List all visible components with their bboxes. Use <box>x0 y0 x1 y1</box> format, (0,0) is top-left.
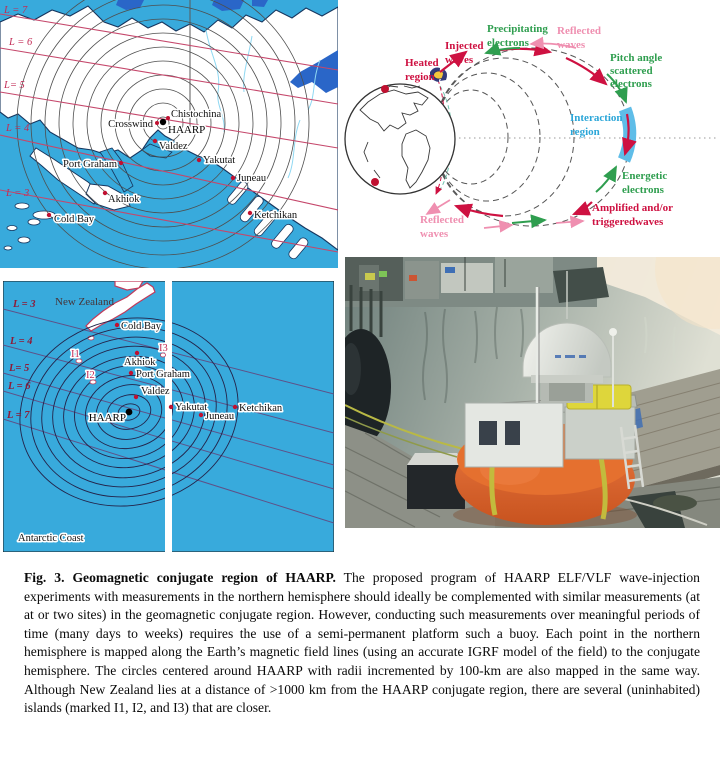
equipment-window <box>479 421 497 445</box>
earth-globe <box>345 84 455 194</box>
l-shell-label: L = 4 <box>10 336 33 347</box>
site-label-haarp: HAARP <box>168 124 206 136</box>
l-shell-label: L = 3 <box>6 188 30 199</box>
site-label-akhiok: Akhiok <box>108 194 140 205</box>
caption-heading: Fig. 3. Geomagnetic conjugate region of HAARP. <box>24 570 336 585</box>
site-label-valdez: Valdez <box>159 141 188 152</box>
caption-body: The proposed program of HAARP ELF/VLF wave-injection experiments with measurements in the northern hemisphere should ideally be complemented with similar measurements (at at or two sites) in the geomagnetic conjugate region. However, conducting such measurements over meaningful periods of time (many days to weeks) requires the use of a semi-permanent platform such a buoy. Each point in the northern hemisphere is mapped along the Earth’s magnetic field lines (using an accurate IGRF model of the field) to the conjugate hemisphere. The circles centered around HAARP with radii incremented by 100-km are also mapped in the same way. Although New Zealand lies at a distance of >1000 km from the HAARP conjugate region, there are several (uninhabited) islands (marked I1, I2, and I3) that are closer. <box>24 570 700 716</box>
label-interaction-region: Interaction region <box>570 112 623 138</box>
label-pitch-angle-scattered: Pitch angle scattered electrons <box>610 52 663 90</box>
l-shell-label: L= 5 <box>9 363 30 374</box>
label-energetic-electrons: Energetic electrons <box>622 170 668 196</box>
site-label-ketchikan: Ketchikan <box>239 403 283 414</box>
l-shell-label: L = 7 <box>4 5 28 16</box>
site-label-valdez: Valdez <box>141 386 170 397</box>
haarp-dot <box>160 119 166 125</box>
label-injected-waves: Injected waves <box>445 40 484 66</box>
label-reflected-waves-bottom: Reflected waves <box>420 214 464 240</box>
site-label-juneau: Juneau <box>205 411 235 422</box>
site-label-haarp: HAARP <box>88 412 126 424</box>
site-label-port-graham: Port Graham <box>136 369 190 380</box>
meridian-stripe <box>165 281 172 552</box>
label-new-zealand: New Zealand <box>55 296 114 308</box>
site-label-port-graham: Port Graham <box>63 159 117 170</box>
site-label-cold-bay: Cold Bay <box>54 214 94 225</box>
island-label-i1: I1 <box>71 349 80 360</box>
l-shell-label: L = 6 <box>9 37 33 48</box>
site-label-juneau: Juneau <box>237 173 267 184</box>
figure-caption <box>24 569 700 718</box>
l-shell-label: L = 3 <box>13 299 36 310</box>
haarp-conjugate-dot <box>126 409 133 416</box>
buoy-photo <box>345 257 720 528</box>
island-label-i2: I2 <box>86 370 95 381</box>
site-label-chistochina: Chistochina <box>171 109 222 120</box>
site-label-crosswind: Crosswind <box>108 119 153 130</box>
site-label-yakutat: Yakutat <box>175 402 208 413</box>
site-label-ketchikan: Ketchikan <box>254 210 298 221</box>
alaska-map <box>0 0 338 268</box>
l-shell-label: L = 6 <box>8 381 31 392</box>
l-shell-label: L= 5 <box>4 80 25 91</box>
conjugate-map <box>3 281 334 552</box>
label-reflected-waves-top: Reflected waves <box>557 25 601 51</box>
radome-logo <box>555 355 586 358</box>
site-label-yakutat: Yakutat <box>203 155 236 166</box>
equipment-window <box>505 421 520 445</box>
site-label-cold-bay: Cold Bay <box>121 321 161 332</box>
label-antarctic-coast: Antarctic Coast <box>18 533 84 544</box>
label-heated-region: Heated region <box>405 57 439 83</box>
label-precipitating-electrons: Precipitating electrons <box>487 23 548 49</box>
fieldline-diagram <box>344 2 724 250</box>
haarp-point <box>381 85 389 93</box>
island-label-i3: I3 <box>159 343 168 354</box>
l-shell-label: L = 4 <box>6 123 30 134</box>
site-label-akhiok: Akhiok <box>124 357 156 368</box>
label-amplified-triggered: Amplified and/or triggeredwaves <box>592 202 673 228</box>
conjugate-point <box>371 178 379 186</box>
l-shell-label: L = 7 <box>7 410 30 421</box>
